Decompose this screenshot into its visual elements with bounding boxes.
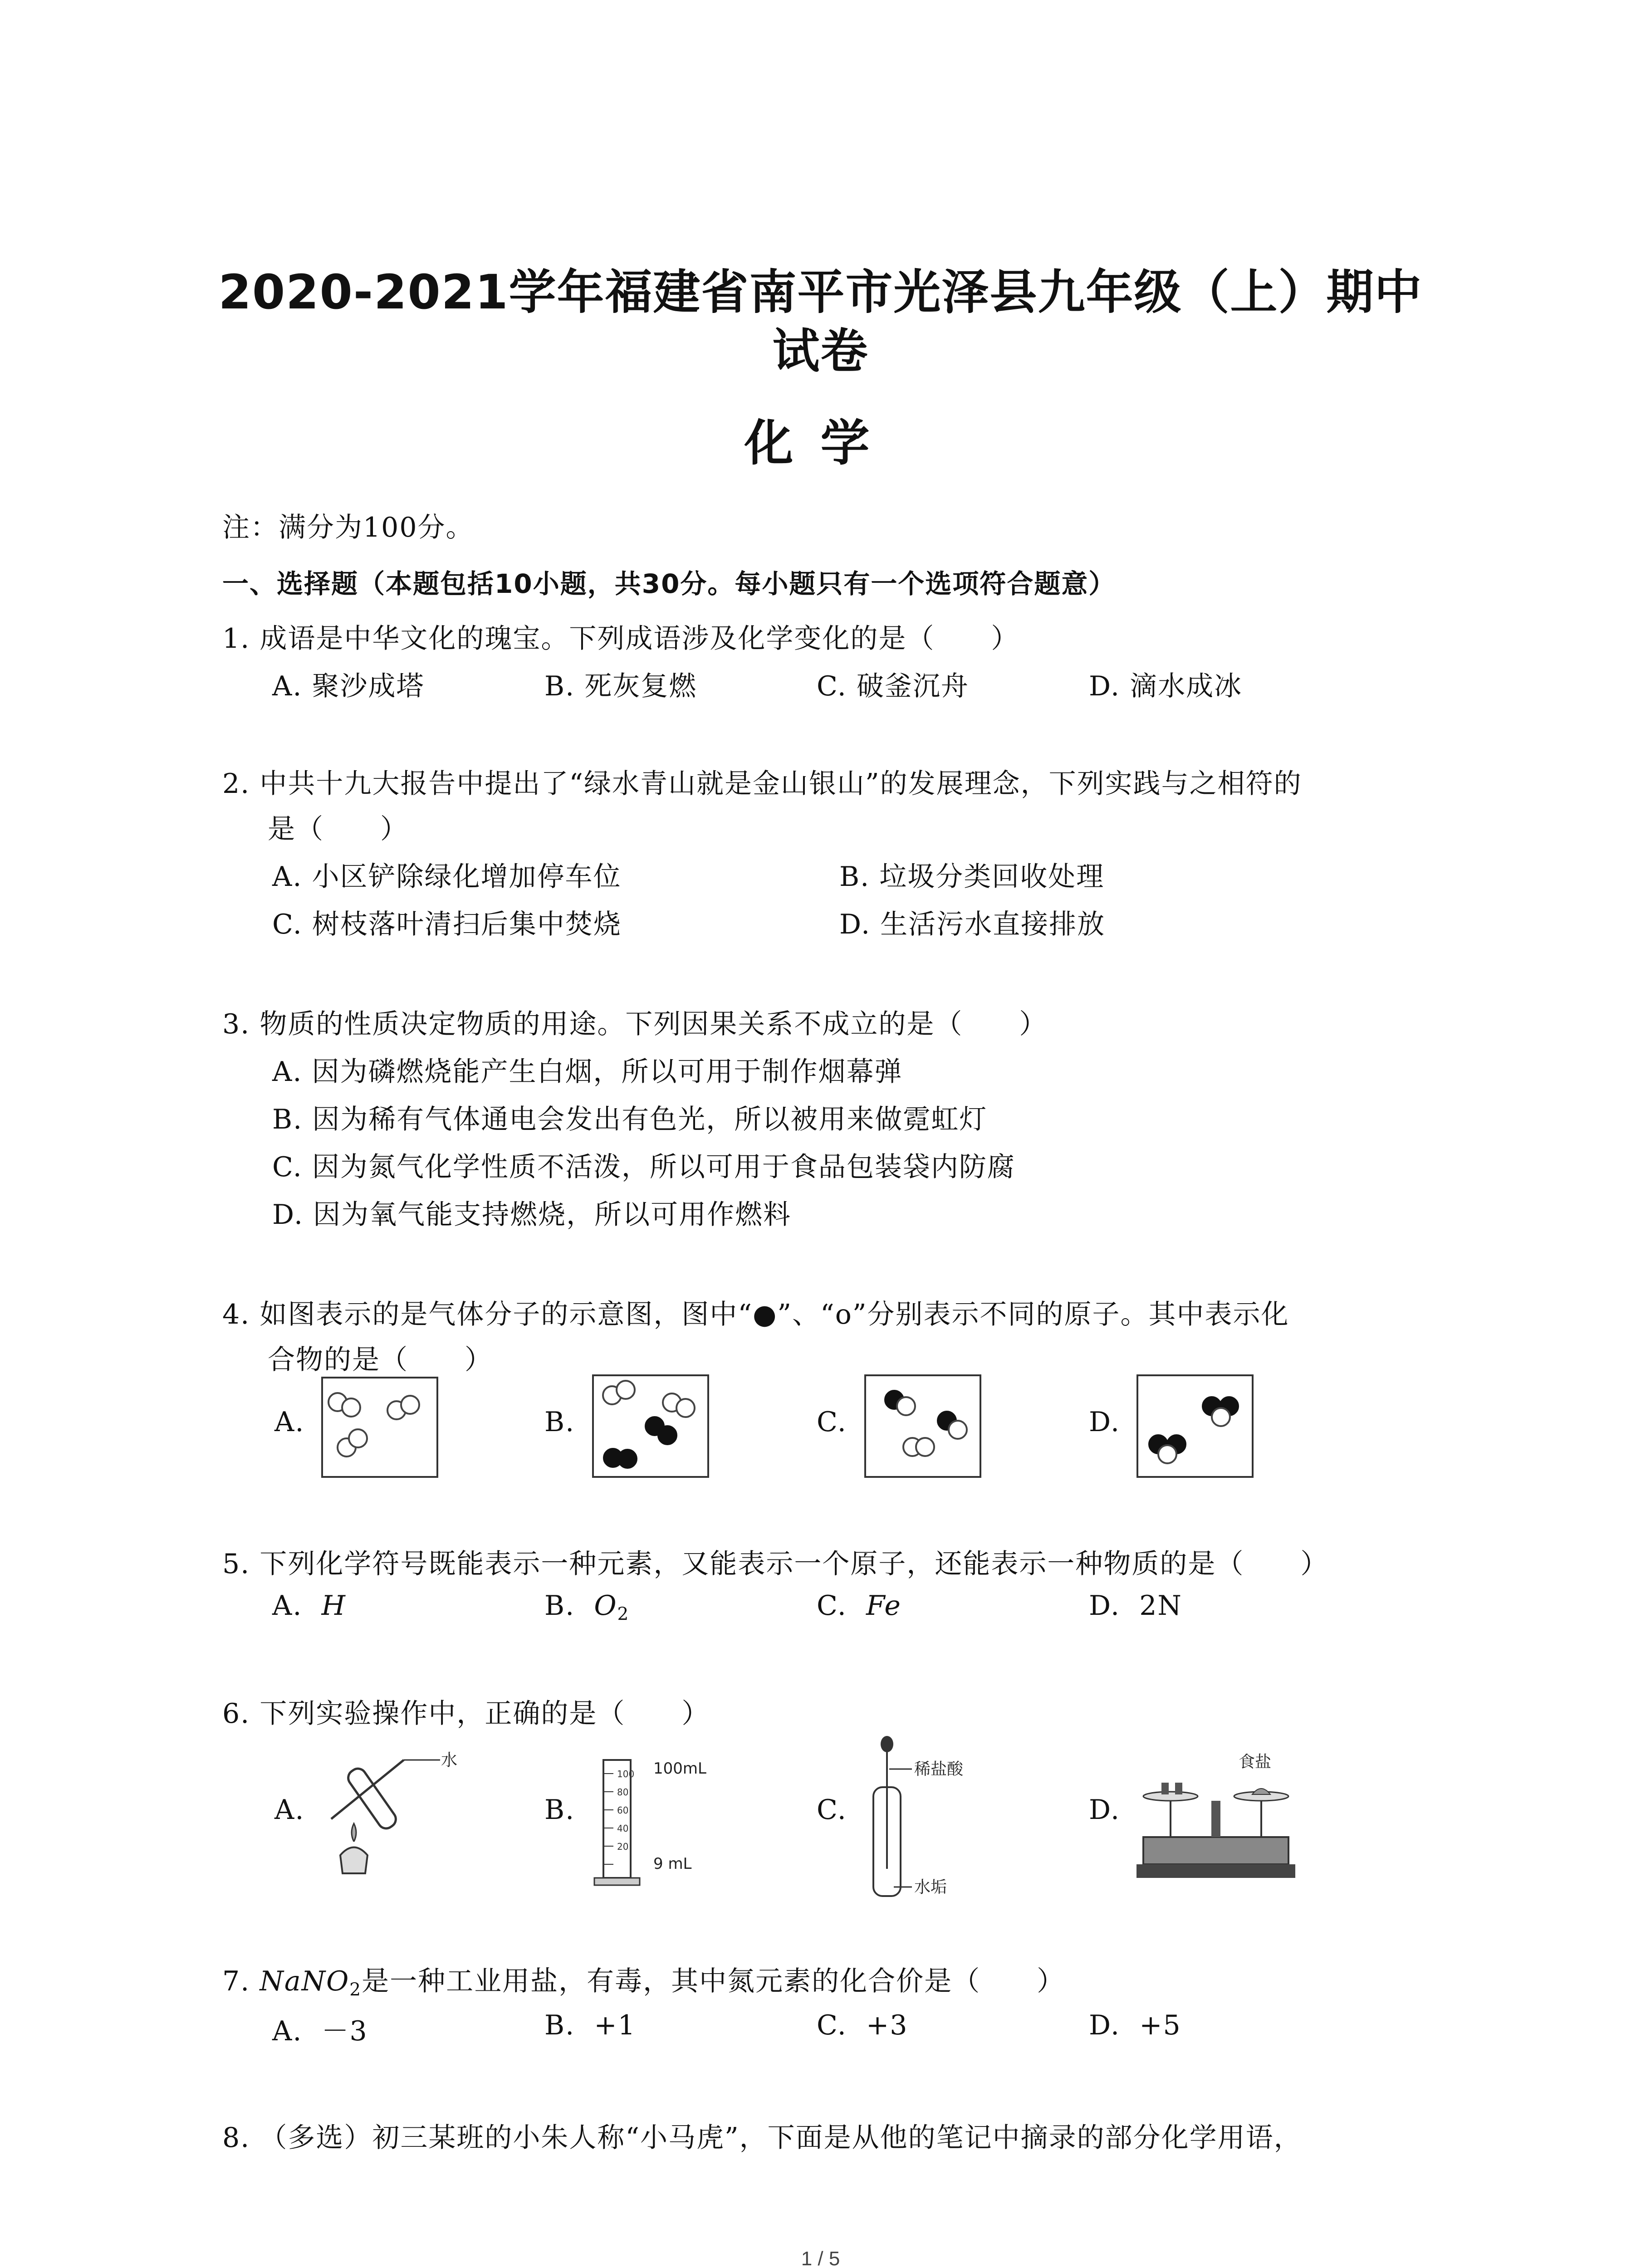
q4-figure-d [1136,1374,1254,1478]
salt-pile [1252,1789,1270,1794]
subscript: 2 [617,1604,630,1625]
white-atom [400,1395,420,1415]
question-5-stem: 5. 下列化学符号既能表示一种元素，又能表示一个原子，还能表示一种物质的是（ ） [222,1548,1329,1580]
fig-a-label: 水 [441,1751,458,1769]
q4-label-c: C. [817,1406,847,1438]
score-note: 注：满分为100分。 [222,512,474,543]
q1-option-d: D. 滴水成冰 [1089,670,1243,702]
scale-label: 100 [617,1769,635,1779]
option-letter: A. [272,2015,303,2047]
option-letter: B. [544,1590,575,1622]
q3-option-c: C. 因为氮气化学性质不活泼，所以可用于食品包装袋内防腐 [272,1151,1015,1183]
question-number: 7. [222,1965,250,1997]
q7-option-d [1089,2009,1181,2041]
balance-base [1143,1837,1288,1864]
q3-option-b: B. 因为稀有气体通电会发出有色光，所以被用来做霓虹灯 [272,1104,988,1135]
stem-text: 是一种工业用盐，有毒，其中氮元素的化合价是（ ） [362,1965,1065,1997]
page-number: 1 / 5 [801,2248,840,2268]
scale-label: 80 [617,1787,629,1798]
dropper-bulb [881,1736,893,1752]
balance-foot [1136,1864,1295,1878]
q5-option-c [817,1590,901,1622]
q4-label-a: A. [274,1406,305,1438]
white-atom [1211,1407,1231,1427]
scale-label: 60 [617,1805,629,1816]
white-atom [896,1396,916,1416]
q5-option-d [1089,1590,1182,1622]
question-2-stem: 2. 中共十九大报告中提出了“绿水青山就是金山银山”的发展理念，下列实践与之相符的 [222,768,1302,800]
q7-option-a [272,2009,368,2048]
question-6-stem: 6. 下列实验操作中，正确的是（ ） [222,1698,710,1730]
fig-b-top-label: 100mL [653,1760,706,1778]
q7-option-b [544,2009,636,2041]
black-atom [657,1425,677,1445]
q5-option-b [544,1590,629,1625]
scale-ticks [603,1774,613,1864]
balance-pillar [1211,1801,1220,1837]
section-heading: 一、选择题（本题包括10小题，共30分。每小题只有一个选项符合题意） [222,568,1116,599]
white-atom [341,1398,361,1418]
q2-option-b: B. 垃圾分类回收处理 [839,861,1105,893]
fig-c-bottom-label: 水垢 [914,1878,947,1897]
page-title-line2: 试卷 [772,323,869,379]
q3-option-d: D. 因为氧气能支持燃烧，所以可用作燃料 [272,1199,792,1231]
q6-label-b: B. [544,1794,575,1826]
option-value: +1 [594,2009,636,2041]
option-letter: D. [1089,2009,1121,2041]
option-letter: C. [817,2009,847,2041]
test-tube [345,1765,399,1832]
scale-labels [617,1769,634,1852]
option-value: －3 [321,2015,368,2047]
weight-icon [1161,1783,1169,1794]
white-atom [948,1420,968,1440]
fig-b-bottom-label: 9 mL [653,1855,692,1873]
q6-figure-heating-test-tube [313,1751,458,1887]
flame-icon [352,1823,356,1842]
white-atom [1157,1444,1177,1464]
q4-label-d: D. [1089,1406,1121,1438]
q4-figure-a [321,1377,438,1478]
option-value: +3 [866,2009,908,2041]
q2-option-c: C. 树枝落叶清扫后集中焚烧 [272,909,622,940]
q5-option-a [272,1590,346,1622]
option-letter: A. [272,1590,303,1622]
formula-subscript: 2 [349,1980,362,2000]
support-rod [331,1760,404,1819]
option-value: O [594,1590,617,1622]
option-letter: B. [544,2009,575,2041]
option-value: 2N [1139,1590,1182,1622]
white-atom [616,1380,636,1400]
q4-figure-b [592,1374,709,1478]
option-value: +5 [1139,2009,1181,2041]
page-title: 2020-2021学年福建省南平市光泽县九年级（上）期中 [218,264,1423,320]
alcohol-lamp [340,1848,367,1874]
white-atom [676,1398,696,1418]
weight-icon [1175,1783,1182,1794]
q1-option-c: C. 破釜沉舟 [817,670,969,702]
option-value: Fe [866,1590,901,1622]
scale-label: 20 [617,1841,629,1852]
black-atom [617,1449,637,1469]
q7-option-c [817,2009,908,2041]
fig-d-label: 食盐 [1239,1753,1272,1771]
q6-label-c: C. [817,1794,847,1826]
formula: NaNO [260,1965,350,1997]
subject-title: 化学 [744,415,897,472]
q1-option-a: A. 聚沙成塔 [272,670,425,702]
fig-c-top-label: 稀盐酸 [914,1760,964,1779]
option-value: H [321,1590,346,1622]
question-4-stem: 4. 如图表示的是气体分子的示意图，图中“●”、“o”分别表示不同的原子。其中表示化 [222,1299,1289,1330]
question-4-stem-line2: 合物的是（ ） [268,1344,493,1376]
question-8-stem: 8. （多选）初三某班的小朱人称“小马虎”，下面是从他的笔记中摘录的部分化学用语， [222,2122,1302,2154]
q1-option-b: B. 死灰复燃 [544,670,697,702]
q2-option-a: A. 小区铲除绿化增加停车位 [272,861,622,893]
question-7-stem [222,1960,1065,2000]
q3-option-a: A. 因为磷燃烧能产生白烟，所以可用于制作烟幕弹 [272,1056,903,1088]
option-letter: C. [817,1590,847,1622]
white-atom [348,1428,368,1448]
question-2-stem-line2: 是（ ） [268,813,408,845]
q6-figure-graduated-cylinder [585,1746,749,1892]
scale-label: 40 [617,1823,629,1834]
question-3-stem: 3. 物质的性质决定物质的用途。下列因果关系不成立的是（ ） [222,1008,1048,1040]
left-pan [1143,1792,1198,1801]
q6-label-a: A. [274,1794,305,1826]
cylinder-base [594,1878,640,1885]
white-atom [915,1437,935,1457]
q6-label-d: D. [1089,1794,1121,1826]
q6-figure-dropper-test-tube [853,1733,1016,1905]
q6-figure-balance-scale [1134,1751,1298,1882]
q2-option-d: D. 生活污水直接排放 [839,909,1106,940]
q4-figure-c [864,1374,981,1478]
q4-label-b: B. [544,1406,575,1438]
option-letter: D. [1089,1590,1121,1622]
question-1-stem: 1. 成语是中华文化的瑰宝。下列成语涉及化学变化的是（ ） [222,623,1019,655]
